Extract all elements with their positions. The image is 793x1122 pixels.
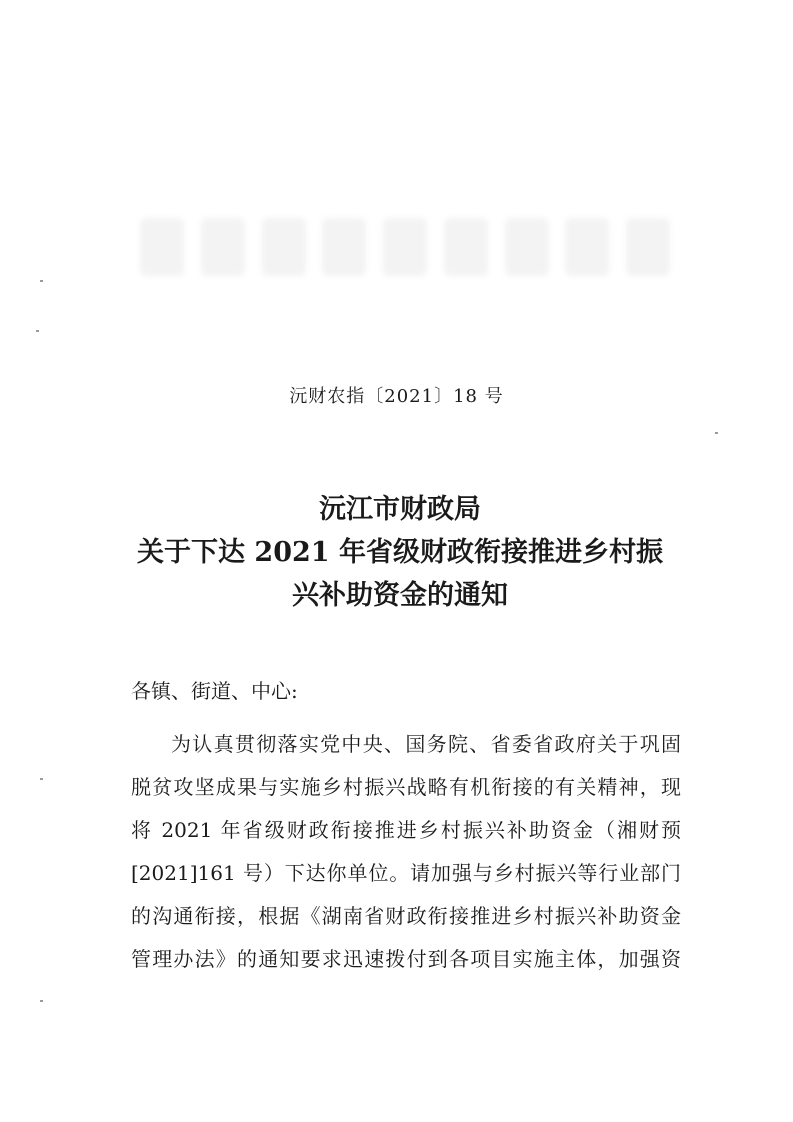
body-line: 管理办法》的通知要求迅速拨付到各项目实施主体，加强资: [131, 947, 681, 971]
body-line: 将 2021 年省级财政衔接推进乡村振兴补助资金（湘财预: [131, 818, 681, 842]
faded-letterhead-glyph: [201, 218, 245, 276]
scan-artifact: [40, 778, 43, 780]
scan-artifact: [40, 280, 43, 282]
faded-letterhead-glyph: [262, 218, 306, 276]
faded-letterhead: [140, 212, 670, 282]
scan-artifact: [36, 330, 39, 332]
faded-letterhead-glyph: [505, 218, 549, 276]
body-paragraph: [131, 723, 681, 981]
body-line: [2021]161 号）下达你单位。请加强与乡村振兴等行业部门: [131, 861, 681, 885]
document-number: 沅财农指〔2021〕18 号: [289, 386, 504, 407]
title-line: 关于下达 2021 年省级财政衔接推进乡村振: [137, 537, 663, 568]
faded-letterhead-glyph: [565, 218, 609, 276]
body-line: 为认真贯彻落实党中央、国务院、省委省政府关于巩固: [171, 732, 681, 756]
faded-letterhead-glyph: [626, 218, 670, 276]
document-title: [120, 488, 680, 617]
faded-letterhead-glyph: [140, 218, 184, 276]
title-line: 沅江市财政局: [319, 494, 481, 525]
scan-artifact: [715, 432, 718, 434]
body-line: 的沟通衔接，根据《湖南省财政衔接推进乡村振兴补助资金: [131, 904, 681, 928]
faded-letterhead-glyph: [444, 218, 488, 276]
body-line: 脱贫攻坚成果与实施乡村振兴战略有机衔接的有关精神，现: [131, 775, 681, 799]
scan-artifact: [40, 1000, 43, 1002]
salutation: 各镇、街道、中心:: [131, 679, 298, 703]
faded-letterhead-glyph: [322, 218, 366, 276]
title-line: 兴补助资金的通知: [292, 580, 508, 611]
faded-letterhead-glyph: [383, 218, 427, 276]
